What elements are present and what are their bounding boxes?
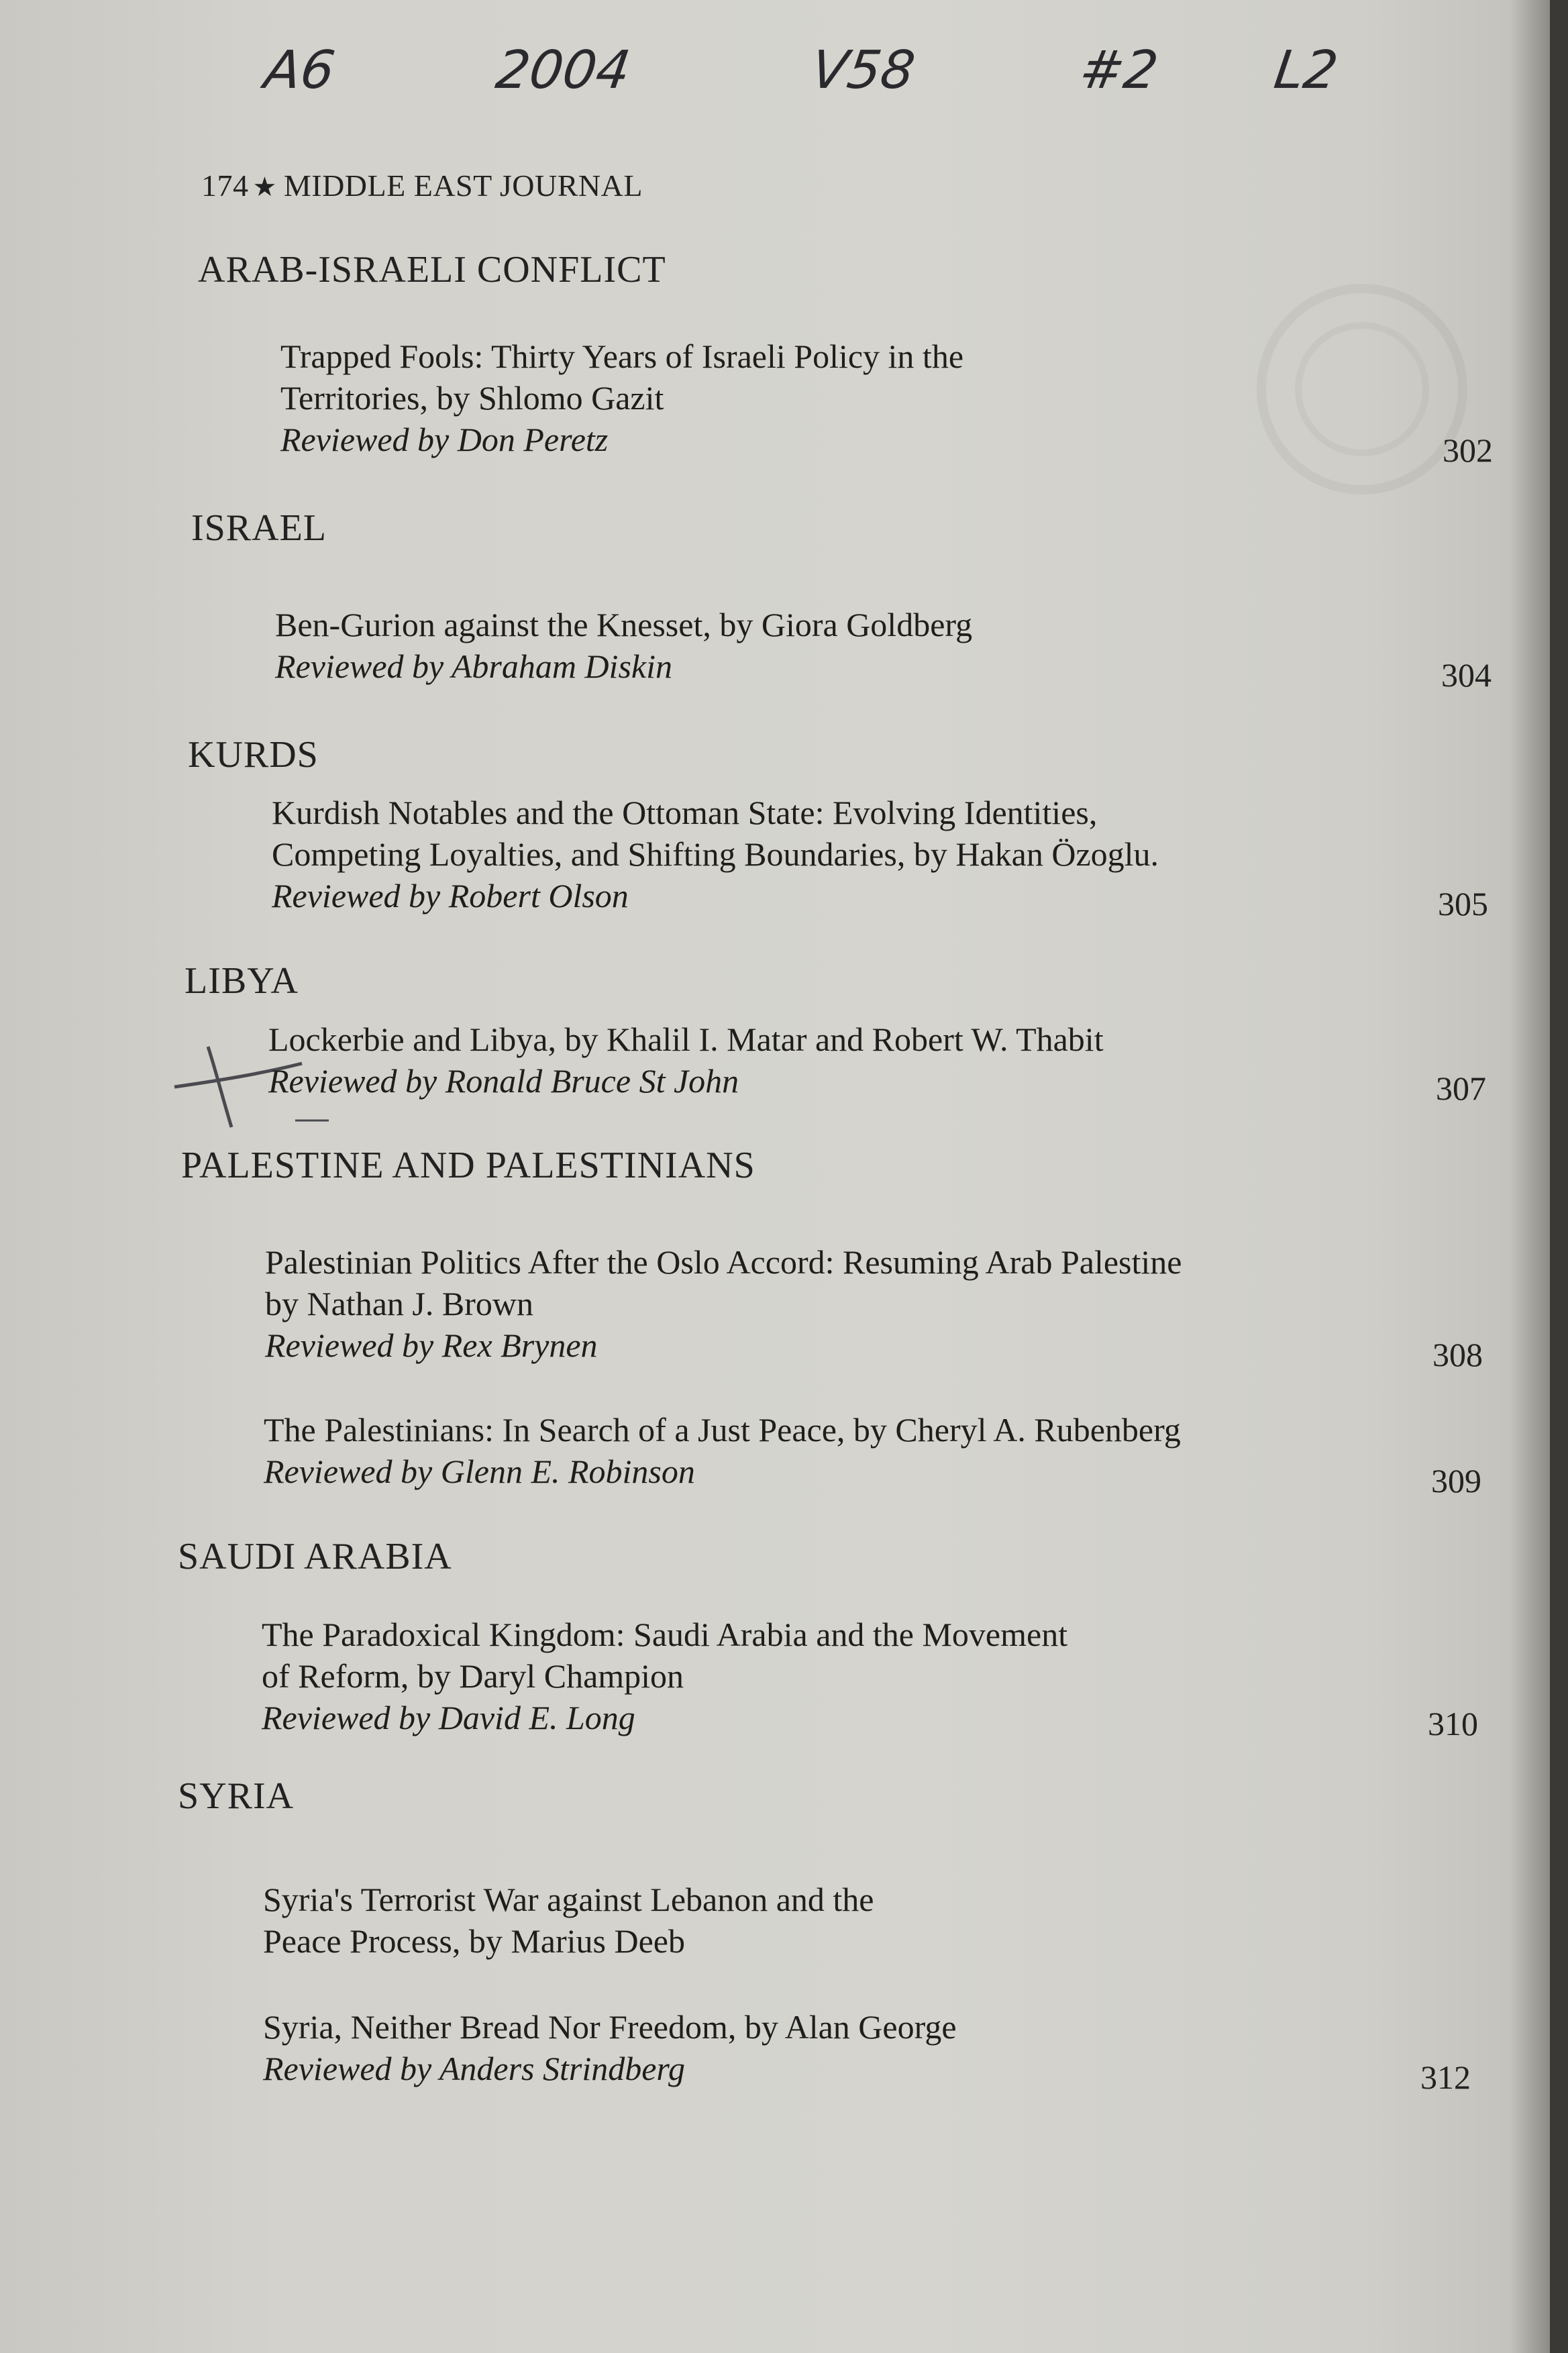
entry-page-number: 305 (1438, 885, 1488, 923)
toc-entry[interactable] (263, 2006, 957, 2089)
entry-page-number: 309 (1431, 1462, 1481, 1500)
entry-reviewer: Reviewed by Robert Olson (272, 877, 629, 914)
entry-page-number: 308 (1432, 1336, 1483, 1373)
entry-reviewer: Reviewed by Rex Brynen (265, 1326, 598, 1364)
entry-title-line: The Paradoxical Kingdom: Saudi Arabia and the Movement (262, 1616, 1068, 1653)
page-edge-shadow (1510, 0, 1550, 2353)
section-heading-kurds: KURDS (188, 734, 319, 776)
entry-page-number: 304 (1441, 656, 1492, 694)
entry-title-line: Ben-Gurion against the Knesset, by Giora Goldberg (275, 606, 973, 643)
entry-page-number: 307 (1436, 1069, 1486, 1107)
entry-title-line: Syria's Terrorist War against Lebanon and the (263, 1881, 874, 1918)
entry-page-number: 302 (1443, 431, 1493, 469)
section-heading-palestine-and-palestinians: PALESTINE AND PALESTINIANS (181, 1145, 755, 1186)
entry-title-line: Trapped Fools: Thirty Years of Israeli Policy in the (280, 337, 964, 375)
entry-reviewer: Reviewed by Glenn E. Robinson (264, 1453, 695, 1490)
running-head-journal-title: MIDDLE EAST JOURNAL (283, 168, 643, 203)
entry-reviewer: Reviewed by Abraham Diskin (275, 647, 672, 685)
entry-title-line: Territories, by Shlomo Gazit (280, 379, 664, 417)
entry-page-number: 310 (1428, 1705, 1478, 1742)
section-heading-syria: SYRIA (178, 1775, 295, 1817)
toc-entry[interactable] (275, 604, 972, 687)
section-heading-israel: ISRAEL (191, 507, 327, 549)
entry-title-line: Lockerbie and Libya, by Khalil I. Matar and Robert W. Thabit (268, 1021, 1104, 1058)
entry-reviewer: Reviewed by Anders Strindberg (263, 2050, 686, 2087)
entry-reviewer: Reviewed by Ronald Bruce St John (268, 1062, 739, 1100)
toc-entry[interactable] (263, 1879, 874, 1962)
entry-title-line: of Reform, by Daryl Champion (262, 1657, 684, 1695)
section-heading-arab-israeli-conflict: ARAB-ISRAELI CONFLICT (198, 249, 666, 291)
running-head (201, 168, 643, 203)
handwritten-mark-1: A6 (260, 40, 339, 101)
section-heading-libya: LIBYA (185, 960, 299, 1002)
handwritten-mark-3: V58 (807, 40, 919, 101)
toc-entry[interactable] (262, 1614, 1067, 1738)
toc-entry[interactable] (265, 1241, 1182, 1366)
show-through-ornament (1221, 255, 1503, 523)
toc-entry[interactable] (264, 1409, 1181, 1492)
entry-title-line: Peace Process, by Marius Deeb (263, 1922, 685, 1960)
entry-title-line: Kurdish Notables and the Ottoman State: Evolving Identities, (272, 794, 1098, 831)
toc-entry[interactable] (272, 792, 1159, 917)
section-heading-saudi-arabia: SAUDI ARABIA (178, 1536, 452, 1577)
entry-title-line: Syria, Neither Bread Nor Freedom, by Alan George (263, 2008, 957, 2046)
entry-title-line: by Nathan J. Brown (265, 1285, 533, 1322)
entry-title-line: Competing Loyalties, and Shifting Boundaries, by Hakan Özoglu. (272, 835, 1159, 873)
entry-title-line: Palestinian Politics After the Oslo Accord: Resuming Arab Palestine (265, 1243, 1182, 1281)
star-icon: ★ (252, 172, 277, 202)
entry-reviewer: Reviewed by David E. Long (262, 1699, 635, 1736)
running-head-page-number: 174 (201, 168, 249, 203)
handwritten-mark-2: 2004 (492, 40, 634, 101)
toc-entry[interactable] (280, 335, 963, 460)
page-edge-strip (1550, 0, 1568, 2353)
entry-title-line: The Palestinians: In Search of a Just Peace, by Cheryl A. Rubenberg (264, 1411, 1181, 1449)
handwritten-mark-4: #2 (1076, 40, 1162, 101)
handwritten-mark-5: L2 (1270, 40, 1342, 101)
entry-reviewer: Reviewed by Don Peretz (280, 421, 609, 458)
toc-entry[interactable] (268, 1018, 1104, 1102)
entry-page-number: 312 (1420, 2058, 1471, 2096)
